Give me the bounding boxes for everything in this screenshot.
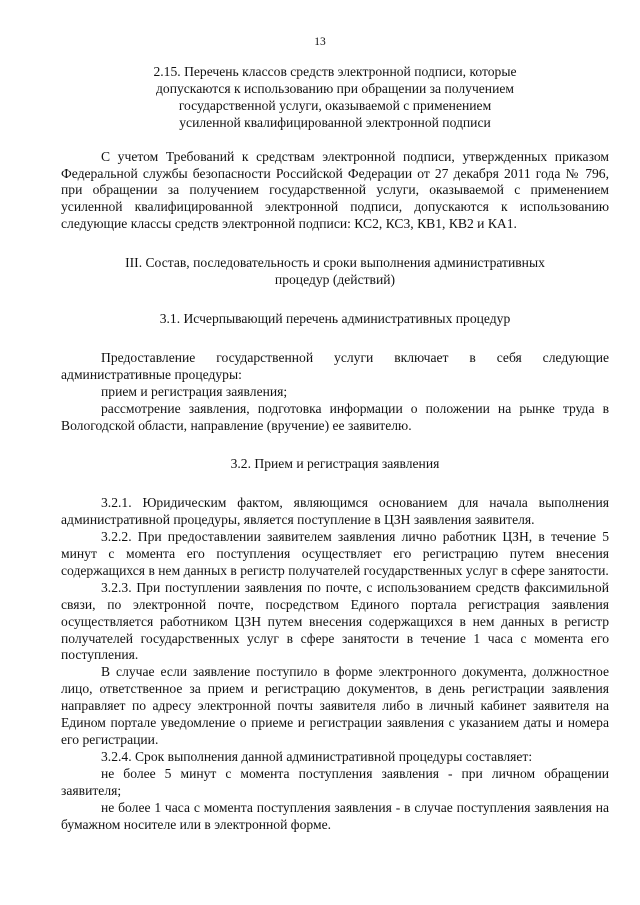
section-3-1-paragraph: рассмотрение заявления, подготовка информации о положении на рынке труда в Вологодской области, направление (вручение) ее заявителю. (61, 400, 609, 433)
section-3-2-paragraph: В случае если заявление поступило в форме электронного документа, должностное лицо, ответственное за прием и регистрацию документов, в день регистрации заявления направляет по адресу электронной почты заявителя либо в личный кабинет заявителя на Едином портале уведомление о приеме и регистрации заявления с указанием даты и номера его регистрации. (61, 664, 609, 747)
section-3-2-heading: 3.2. Прием и регистрация заявления (230, 456, 440, 472)
section-3-1-paragraph: Предоставление государственной услуги включает в себя следующие административные процедуры: (61, 349, 609, 382)
section-3-2-paragraph: не более 5 минут с момента поступления заявления - при личном обращении заявителя; (61, 765, 609, 798)
page-number: 13 (314, 36, 326, 48)
section-3-2-paragraph: 3.2.4. Срок выполнения данной административной процедуры составляет: (101, 748, 533, 764)
section-3-2-paragraph: не более 1 часа с момента поступления заявления - в случае поступления заявления на бумажном носителе или в электронной форме. (61, 799, 609, 832)
chapter-3-heading (61, 255, 609, 289)
heading-line: III. Состав, последовательность и сроки выполнения административных (125, 255, 545, 271)
page-content (61, 64, 609, 833)
heading-line: 2.15. Перечень классов средств электронной подписи, которые (153, 64, 517, 79)
section-2-15-paragraph: С учетом Требований к средствам электронной подписи, утвержденных приказом Федеральной службы безопасности Российской Федерации от 27 декабря 2011 года № 796, при обращении за получением государственной услуги, оказываемой с применением усиленной квалифицированной электронной подписи, допускаются к использованию следующие классы средств электронной подписи: КС2, КС3, КВ1, КВ2 и КА1. (61, 148, 609, 232)
heading-line: допускаются к использованию при обращении за получением (155, 80, 514, 96)
heading-line: процедур (действий) (274, 272, 396, 288)
section-2-15-heading (61, 64, 609, 132)
section-3-2-paragraph: 3.2.2. При предоставлении заявителем заявления лично работник ЦЗН, в течение 5 минут с момента его поступления осуществляет его регистрацию путем внесения содержащихся в нем данных в регистр получателей государственных услуг в сфере занятости. (61, 529, 609, 578)
section-3-2-paragraph: 3.2.1. Юридическим фактом, являющимся основанием для начала выполнения административной процедуры, является поступление в ЦЗН заявления заявителя. (61, 495, 609, 528)
section-3-2-paragraph: 3.2.3. При поступлении заявления по почте, с использованием средств факсимильной связи, по электронной почте, посредством Единого портала регистрация заявления осуществляется работником ЦЗН путем внесения содержащихся в нем данных в регистр получателей государственных услуг в сфере занятости в течение 1 часа с момента его поступления. (61, 579, 609, 663)
heading-line: усиленной квалифицированной электронной подписи (179, 114, 491, 130)
heading-line: государственной услуги, оказываемой с применением (178, 97, 492, 113)
section-3-1-paragraph: прием и регистрация заявления; (101, 383, 288, 399)
section-3-1-heading: 3.1. Исчерпывающий перечень административных процедур (159, 310, 511, 326)
